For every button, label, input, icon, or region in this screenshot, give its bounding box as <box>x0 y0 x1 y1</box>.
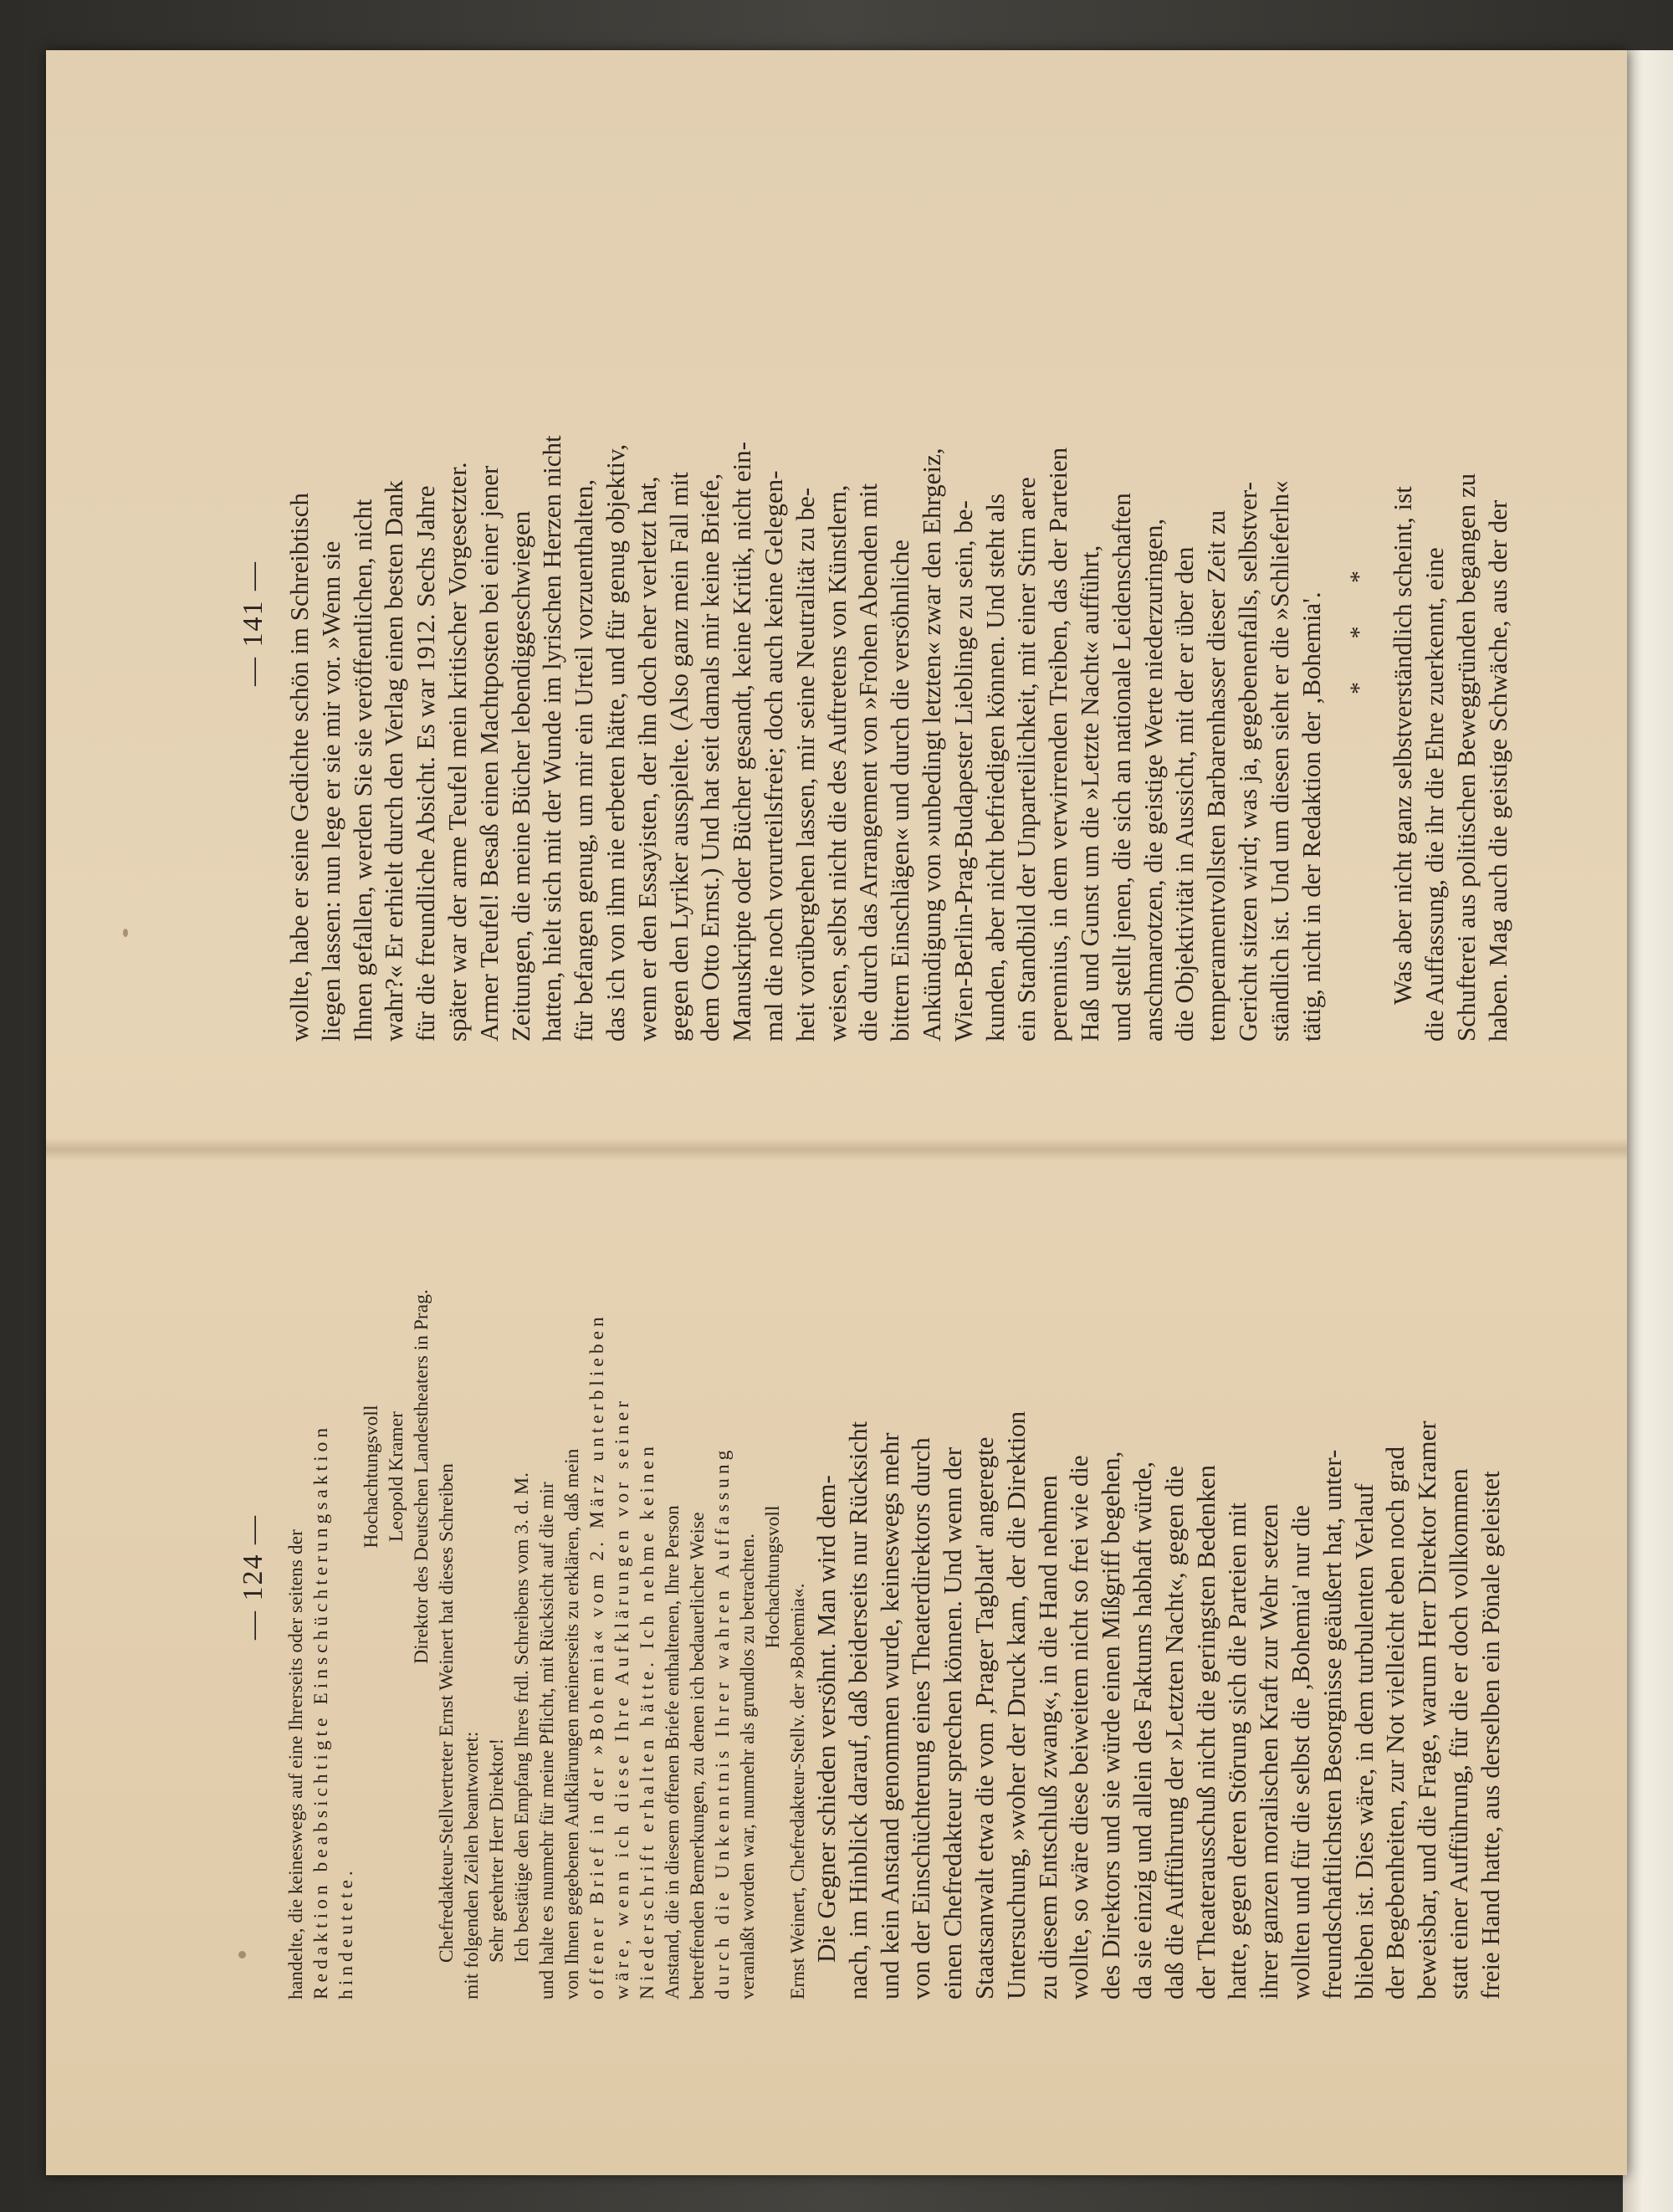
text-line: von der Einschüchterung eines Theaterdirektors durch <box>906 1437 936 2000</box>
text-line: Ihnen gefallen, werden Sie sie veröffentlichen, nicht <box>347 499 377 1042</box>
text-line: nach, im Hinblick darauf, daß beiderseits nur Rücksicht <box>842 1421 872 2000</box>
closing: Hochachtungsvoll <box>361 1405 382 1549</box>
body-text <box>811 1155 1507 2000</box>
text-line: temperamentvollsten Barbarenhasser dieser Zeit zu <box>1201 509 1231 1042</box>
text-line: die Auffassung, die ihr die Ehre zuerkennt, eine <box>1420 547 1450 1042</box>
text-line: handelte, die keineswegs auf eine Ihrerseits oder seitens der <box>285 1529 307 2000</box>
text-line: der Theaterausschuß nicht die geringsten Bedenken <box>1190 1464 1220 2000</box>
page-141 <box>230 205 1512 1042</box>
text-line: die Objektivität in Aussicht, mit der er über den <box>1169 546 1200 1042</box>
text-line: Haß und Gunst um die »Letzte Nacht« aufführt, <box>1074 545 1104 1042</box>
text-line: hatte, gegen deren Störung sich die Parteien mit <box>1222 1503 1252 2000</box>
text-line: perennius, in dem verwirrenden Treiben, das der Parteien <box>1043 447 1073 1042</box>
text-line: wollte, habe er seine Gedichte schön im Schreibtisch <box>284 493 314 1042</box>
text-line: kunden, aber nicht befriedigen können. Und steht als <box>980 493 1010 1042</box>
text-line: Niederschrift erhalten hätte. Ich nehme keinen <box>637 1442 658 2000</box>
closing: Hochachtungsvoll <box>762 1505 784 1649</box>
salutation: Sehr geehrter Herr Direktor! <box>486 1738 508 1963</box>
text-line: für die freundliche Absicht. Es war 1912. Sechs Jahre <box>411 485 441 1042</box>
text-line: hindeutete. <box>335 1866 357 2000</box>
text-line: Ankündigung von »unbedingt letzten« zwar den Ehrgeiz, <box>916 448 946 1042</box>
text-line: dem Otto Ernst.) Und hat seit damals mir keine Briefe, <box>695 473 725 1042</box>
text-line: ständlich ist. Und um diesen sieht er die »Schlieferln« <box>1264 480 1294 1042</box>
text-line: mal die noch vorurteilsfreie; doch auch keine Gelegen- <box>758 470 788 1042</box>
text-line: offener Brief in der »Bohemia« vom 2. März unterblieben <box>586 1313 608 2000</box>
text-line: und stellt jenen, die sich an nationale Leidenschaften <box>1106 493 1136 1042</box>
text-line: veranlaßt worden war, nunmehr als grundlos zu betrachten. <box>737 1534 759 2000</box>
text-line: wäre, wenn ich diese Ihre Aufklärungen vor seiner <box>611 1396 633 2000</box>
text-line: zu diesem Entschluß zwang«, in die Hand nehmen <box>1032 1475 1062 2000</box>
text-line: Wien-Berlin-Prag-Budapester Lieblinge zu sein, be- <box>948 500 978 1042</box>
page-124 <box>230 1155 1543 2000</box>
text-line: statt einer Aufführung, für die er doch vollkommen <box>1443 1468 1473 2000</box>
text-line: tätig, nicht in der Redaktion der ‚Bohemia'. <box>1296 591 1326 1042</box>
signature-title: Direktor des Deutschen Landestheaters in Prag. <box>411 1289 432 1664</box>
text-line: Anstand, die in diesem offenen Briefe enthaltenen, Ihre Person <box>662 1505 683 2000</box>
page-number: — 124 — <box>238 1514 269 1640</box>
text-line: später war der arme Teufel mein kritischer Vorgesetzter. <box>442 462 472 1042</box>
adjacent-page-edge <box>1623 50 1673 2212</box>
text-line: einen Chefredakteur sprechen können. Und wenn der <box>938 1447 968 2000</box>
text-line: Die Gegner schieden versöhnt. Man wird dem- <box>811 1475 841 1963</box>
text-line: wenn er den Essayisten, der ihn doch eher verletzt hat, <box>632 476 662 1042</box>
text-line: ein Standbild der Unparteilichkeit, mit einer Stirn aere <box>1011 477 1041 1042</box>
signature-name: Leopold Kramer <box>386 1411 407 1542</box>
signature-line: Ernst Weinert, Chefredakteur-Stellv. der »Bohemia«. <box>787 1583 809 2000</box>
text-line: anschmarotzen, die geistige Werte niederzuringen, <box>1138 518 1168 1042</box>
text-line: mit folgenden Zeilen beantwortet: <box>461 1731 483 2000</box>
text-line: Ich bestätige den Empfang Ihres frdl. Schreibens vom 3. d. M. <box>511 1472 533 1963</box>
text-line: für befangen genug, um mir ein Urteil vorzuenthalten, <box>569 479 599 1042</box>
text-line: von Ihnen gegebenen Aufklärungen meinerseits zu erklären, daß mein <box>561 1448 583 2000</box>
text-line: freundschaftlichsten Besorgnisse geäußert hat, unter- <box>1317 1449 1347 2000</box>
text-line: heit vorübergehen lassen, mir seine Neutralität zu be- <box>790 487 820 1042</box>
page-number: — 141 — <box>238 561 269 686</box>
text-line: Gericht sitzen wird; was ja, gegebenenfalls, selbstver- <box>1232 481 1262 1042</box>
text-line: haben. Mag auch die geistige Schwäche, aus der der <box>1482 499 1512 1042</box>
letter-block <box>284 1155 811 2000</box>
text-line: Untersuchung, »woher der Druck kam, der die Direktion <box>1000 1411 1031 2000</box>
text-line: wollten und für die selbst die ‚Bohemia' nur die <box>1285 1504 1315 2000</box>
body-text <box>284 205 1327 1042</box>
text-line: gegen den Lyriker ausspielte. (Also ganz mein Fall mit <box>663 472 693 1042</box>
text-line: durch die Unkenntnis Ihrer wahren Auffassung <box>712 1446 734 2000</box>
text-line: der Begebenheiten, zur Not vielleicht eben noch grad <box>1380 1446 1410 2000</box>
text-line: das ich von ihm nie erbeten hätte, und für genug objektiv, <box>600 443 630 1042</box>
text-line: liegen lassen: nun lege er sie mir vor. »Wenn sie <box>315 540 345 1042</box>
text-line: Zeitungen, die meine Bücher lebendiggeschwiegen <box>505 510 535 1042</box>
text-line: Armer Teufel! Besaß einen Machtposten bei einer jener <box>473 465 504 1042</box>
text-line: Redaktion beabsichtigte Einschüchterungsaktion <box>310 1423 332 2000</box>
text-line: Schufterei aus politischen Beweggründen begangen zu <box>1450 473 1481 1042</box>
body-text-continued <box>1387 205 1513 1042</box>
text-line: und kein Anstand genommen wurde, keineswegs mehr <box>874 1432 904 2000</box>
paper-stain <box>123 929 128 937</box>
text-line: blieben ist. Dies wäre, in dem turbulenten Verlauf <box>1348 1483 1379 2000</box>
text-line: Manuskripte oder Bücher gesandt, keine Kritik, nicht ein- <box>727 441 757 1042</box>
text-line: bittern Einschlägen« und durch die versöhnliche <box>885 539 915 1042</box>
text-line: weisen, selbst nicht die des Auftretens von Künstlern, <box>821 484 852 1042</box>
text-line: Was aber nicht ganz selbstverständlich scheint, ist <box>1388 486 1418 1005</box>
text-line: beweisbar, und die Frage, warum Herr Direktor Kramer <box>1412 1421 1442 2000</box>
text-line: hatten, hielt sich mit der Wunde im lyrischen Herzen nicht <box>537 435 567 1042</box>
text-line: wollte, so wäre diese beiweitem nicht so frei wie die <box>1064 1455 1094 2000</box>
text-line: freie Hand hatte, aus derselben ein Pönale geleistet <box>1475 1471 1505 2000</box>
text-line: des Direktors und sie würde einen Mißgriff begehen, <box>1096 1451 1126 2000</box>
text-line: Chefredakteur-Stellvertreter Ernst Weinert hat dieses Schreiben <box>436 1463 458 1963</box>
section-divider: * * * <box>1345 552 1374 694</box>
text-line: wahr?« Er erhielt durch den Verlag einen besten Dank <box>379 480 409 1042</box>
text-line: die durch das Arrangement von »Frohen Abenden mit <box>853 483 883 1042</box>
text-line: Staatsanwalt etwa die vom ‚Prager Tagblatt' angeregte <box>969 1436 999 2000</box>
text-line: ihrer ganzen moralischen Kraft zur Wehr setzen <box>1254 1503 1284 2000</box>
text-line: betreffenden Bemerkungen, zu denen ich bedauerlicher Weise <box>687 1512 709 2000</box>
text-line: und halte es nunmehr für meine Pflicht, mit Rücksicht auf die mir <box>536 1482 558 2000</box>
text-line: daß die Aufführung der »Letzten Nacht«, gegen die <box>1159 1465 1189 2000</box>
text-line: da sie einzig und allein des Faktums habhaft würde, <box>1127 1461 1157 2000</box>
